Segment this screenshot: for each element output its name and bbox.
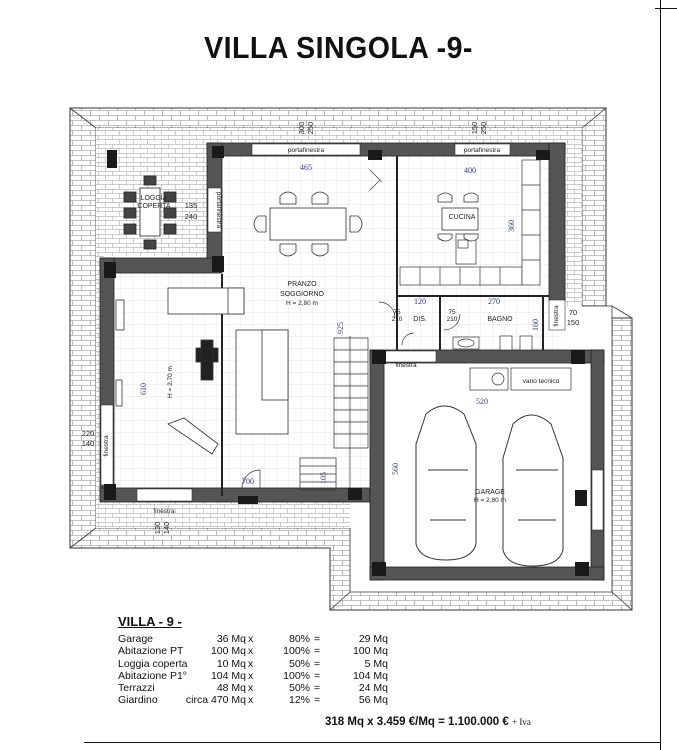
area-table-cell-x: x xyxy=(248,657,254,670)
area-table-cell-x: x xyxy=(248,694,254,707)
area-table-cell-eq: = xyxy=(314,694,321,707)
area-table-row xyxy=(118,645,388,657)
area-table-cell-result: 24 Mq xyxy=(358,682,388,695)
right-terrace-floor xyxy=(564,144,582,306)
area-table-cell-area: 100 Mq xyxy=(210,645,246,658)
dis-label: DIS. xyxy=(413,316,427,323)
living-height: H = 2,70 m xyxy=(167,366,174,398)
area-table-cell-result: 56 Mq xyxy=(358,694,388,707)
door-75a: 75 xyxy=(393,309,401,316)
area-table-cell-pct: 50% xyxy=(288,682,310,695)
dim-140a: 140 xyxy=(81,439,95,448)
top-terrace-floor xyxy=(96,128,582,144)
area-table-cell-eq: = xyxy=(314,633,321,645)
portafinestra-top-right-label: portafinestra xyxy=(463,147,501,154)
dim-250b: 250 xyxy=(479,121,488,135)
dim-270: 270 xyxy=(488,297,500,306)
pranzo-label-1: PRANZO xyxy=(287,281,317,288)
area-table-cell-pct: 12% xyxy=(288,694,310,707)
area-table-cell-name: Giardino xyxy=(118,694,158,707)
area-table-row xyxy=(118,682,388,694)
vano-tecnico-label: vano tecnico xyxy=(522,378,560,385)
area-table-cell-name: Garage xyxy=(118,633,154,645)
door-210a: 210 xyxy=(391,316,403,323)
bagno-label: BAGNO xyxy=(487,316,513,323)
portafinestra-loggia-label: portafinestra xyxy=(215,191,222,229)
area-table-cell-area: 10 Mq xyxy=(216,657,246,670)
area-table-cell-pct: 100% xyxy=(283,669,310,682)
area-table-cell-x: x xyxy=(248,669,254,682)
area-table xyxy=(118,614,388,707)
area-table-row xyxy=(118,694,388,706)
area-table-cell-x: x xyxy=(248,633,254,645)
total-price xyxy=(325,716,531,728)
area-table-cell-pct: 80% xyxy=(288,633,310,645)
iva-label: + Iva xyxy=(512,717,531,727)
area-table-row xyxy=(118,633,388,645)
dim-220: 220 xyxy=(81,429,95,438)
pranzo-height: H = 2,80 m xyxy=(286,300,318,307)
dim-250a: 250 xyxy=(306,121,315,135)
finestra-left-label: finestra xyxy=(103,435,110,457)
dim-150: 150 xyxy=(470,121,479,135)
area-table-cell-eq: = xyxy=(314,657,321,670)
area-table-cell-x: x xyxy=(248,645,254,658)
area-table-row xyxy=(118,658,388,670)
door-210b: 210 xyxy=(446,316,458,323)
area-table-cell-x: x xyxy=(248,682,254,695)
dim-400: 400 xyxy=(464,166,476,175)
area-table-cell-area: 104 Mq xyxy=(210,669,246,682)
dim-130: 130 xyxy=(153,521,162,535)
area-table-cell-area: circa 470 Mq xyxy=(185,694,246,707)
dim-610: 610 xyxy=(139,383,148,395)
dim-135: 135 xyxy=(184,201,198,210)
area-table-cell-name: Abitazione PT xyxy=(118,645,184,658)
area-table-cell-name: Loggia coperta xyxy=(118,657,188,670)
area-table-cell-result: 100 Mq xyxy=(352,645,388,658)
dim-700: 700 xyxy=(242,477,254,486)
area-table-cell-area: 48 Mq xyxy=(216,682,246,695)
finestra-side-label: finestra xyxy=(553,305,560,327)
total-price-text: 318 Mq x 3.459 €/Mq = 1.100.000 € xyxy=(325,716,509,728)
dim-160: 160 xyxy=(531,319,540,331)
area-table-cell-result: 5 Mq xyxy=(364,657,388,670)
page-title: VILLA SINGOLA -9- xyxy=(204,30,473,65)
loggia-label-2: COPERTA xyxy=(137,203,171,210)
dim-520: 520 xyxy=(476,397,488,406)
dim-70: 70 xyxy=(568,308,578,317)
area-table-cell-name: Terrazzi xyxy=(118,682,155,695)
dim-105: 105 xyxy=(319,472,328,484)
area-table-cell-eq: = xyxy=(314,682,321,695)
portafinestra-top-left-label: portafinestra xyxy=(287,147,325,154)
garage-label: GARAGE xyxy=(475,489,505,496)
dim-240: 240 xyxy=(184,212,198,221)
dim-120: 120 xyxy=(414,297,426,306)
area-table-cell-pct: 50% xyxy=(288,657,310,670)
cucina-label: CUCINA xyxy=(448,214,476,221)
dim-560: 560 xyxy=(391,463,400,475)
dim-360: 360 xyxy=(507,220,516,232)
area-table-row xyxy=(118,670,388,682)
bottom-terrace-floor xyxy=(96,500,350,528)
area-table-cell-eq: = xyxy=(314,669,321,682)
finestra-bagno-label: finestra xyxy=(395,362,417,369)
area-table-cell-name: Abitazione P1° xyxy=(118,669,187,682)
area-table-heading: VILLA - 9 - xyxy=(118,614,182,629)
door-75b: 75 xyxy=(448,309,456,316)
pranzo-label-2: SOGGIORNO xyxy=(280,291,324,298)
garage-height: H = 2,80 m xyxy=(474,497,506,504)
area-table-cell-pct: 100% xyxy=(283,645,310,658)
area-table-rows xyxy=(118,633,388,707)
dim-300: 300 xyxy=(297,121,306,135)
dim-140b: 140 xyxy=(162,521,171,535)
loggia-label-1: LOGGIA xyxy=(140,195,168,202)
dim-465: 465 xyxy=(300,163,312,172)
dim-925: 925 xyxy=(336,322,345,334)
area-table-cell-result: 104 Mq xyxy=(352,669,388,682)
area-table-cell-eq: = xyxy=(314,645,321,658)
dim-150b: 150 xyxy=(566,318,580,327)
area-table-cell-area: 36 Mq xyxy=(216,633,246,645)
area-table-cell-result: 29 Mq xyxy=(358,633,388,645)
finestra-bottom-label: finestra xyxy=(153,508,175,515)
